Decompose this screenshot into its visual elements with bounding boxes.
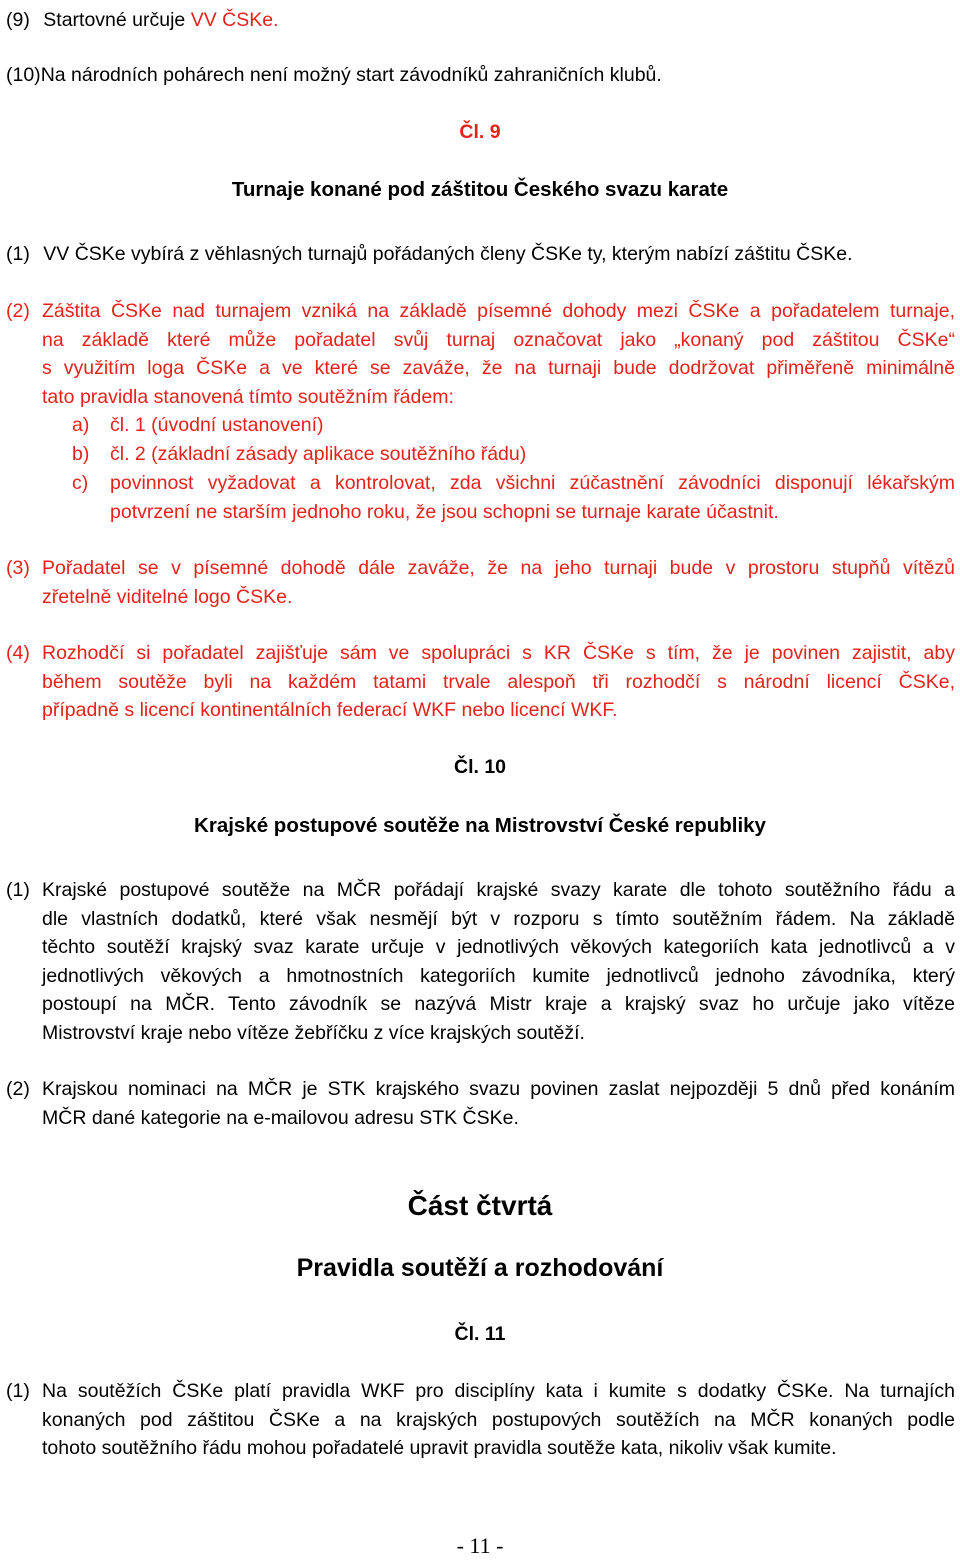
art11-para-1-line: Na soutěžích ČSKe platí pravidla WKF pro disciplíny kata i kumite s dodatky ČSKe. Na turnajích bbox=[42, 1380, 955, 1402]
art9-sub-a-text: čl. 1 (úvodní ustanovení) bbox=[110, 414, 324, 436]
art11-para-1-line: konaných pod záštitou ČSKe a na krajských postupových soutěžích na MČR konaných podle bbox=[42, 1408, 955, 1431]
art9-para-2-line: na základě které může pořadatel svůj turnaj označovat jako „konaný pod záštitou ČSKe“ bbox=[42, 328, 955, 351]
article-10-title: Krajské postupové soutěže na Mistrovství České republiky bbox=[194, 814, 766, 837]
art11-para-1-line: tohoto soutěžního řádu mohou pořadatelé upravit pravidla soutěže kata, nikoliv však kumite. bbox=[42, 1437, 837, 1460]
art9-para-2-number: (2) bbox=[6, 300, 30, 322]
article-9-title: Turnaje konané pod záštitou Českého svazu karate bbox=[231, 178, 729, 201]
art9-para-4-text bbox=[42, 639, 955, 725]
art9-para-1 bbox=[6, 240, 853, 268]
art9-para-4-line: Rozhodčí si pořadatel zajišťuje sám ve spolupráci s KR ČSKe s tím, že je povinen zajistit, aby bbox=[42, 642, 955, 664]
art11-para-1-text bbox=[42, 1377, 955, 1463]
art9-para-2-line: s využitím loga ČSKe a ve které se zaváže, že na turnaji bude dodržovat přiměřeně minimálně bbox=[42, 357, 955, 380]
art10-para-1-number: (1) bbox=[6, 879, 30, 901]
art10-para-2-line: Krajskou nominaci na MČR je STK krajského svazu povinen zaslat nejpozději 5 dnů před konáním bbox=[42, 1078, 955, 1100]
art10-para-2-line: MČR dané kategorie na e-mailovou adresu STK ČSKe. bbox=[42, 1106, 519, 1129]
item-9-text: Startovné určuje bbox=[43, 9, 191, 31]
item-9 bbox=[6, 6, 278, 34]
item-10-number: (10) bbox=[6, 64, 41, 86]
art9-para-3-number: (3) bbox=[6, 557, 30, 579]
item-10 bbox=[6, 61, 662, 89]
art9-sub-b-text: čl. 2 (základní zásady aplikace soutěžního řádu) bbox=[110, 443, 527, 465]
art9-para-2-line: Záštita ČSKe nad turnajem vzniká na základě písemné dohody mezi ČSKe a pořadatelem turnaje, bbox=[42, 300, 955, 322]
art10-para-2-text bbox=[42, 1075, 955, 1132]
art9-para-1-text: VV ČSKe vybírá z věhlasných turnajů pořádaných členy ČSKe ty, kterým nabízí záštitu ČSKe. bbox=[43, 243, 853, 265]
article-11-heading: Čl. 11 bbox=[454, 1323, 506, 1345]
art9-para-3-line: Pořadatel se v písemné dohodě dále zaváže, že na jeho turnaji bude v prostoru stupňů vítězů bbox=[42, 557, 955, 579]
article-10-heading: Čl. 10 bbox=[453, 756, 507, 778]
art10-para-1-line: Krajské postupové soutěže na MČR pořádají krajské svazy karate dle tohoto soutěžního řádu a bbox=[42, 879, 955, 901]
art9-para-4-line: během soutěže byli na každém tatami trvale alespoň tři rozhodčí s národní licencí ČSKe, bbox=[42, 670, 955, 693]
art10-para-1-line: Mistrovství kraje nebo vítěze žebříčku z více krajských soutěží. bbox=[42, 1021, 585, 1044]
art9-para-1-number: (1) bbox=[6, 243, 30, 265]
art11-para-1-number: (1) bbox=[6, 1380, 30, 1402]
part-4-title: Část čtvrtá bbox=[407, 1190, 553, 1221]
item-10-text: Na národních pohárech není možný start závodníků zahraničních klubů. bbox=[40, 64, 662, 86]
art9-sub-b-label: b) bbox=[72, 443, 90, 465]
art9-sub-c-text bbox=[110, 469, 955, 526]
art10-para-1-line: dle vlastních dodatků, které však nesmějí být v rozporu s tímto soutěžním řádem. Na základě bbox=[42, 907, 955, 930]
art9-sub-c-line: povinnost vyžadovat a kontrolovat, zda všichni zúčastnění závodníci disponují lékařským bbox=[110, 472, 955, 494]
art9-para-2-line: tato pravidla stanovená tímto soutěžním řádem: bbox=[42, 385, 454, 408]
art10-para-1-line: jednotlivých věkových a hmotnostních kategoriích kumite jednotlivců jednoho závodníka, který bbox=[42, 964, 955, 987]
art9-sub-a-label: a) bbox=[72, 414, 90, 436]
art9-para-2-text bbox=[42, 297, 955, 411]
art9-sub-c-line: potvrzení ne starším jednoho roku, že jsou schopni se turnaje karate účastnit. bbox=[110, 500, 779, 523]
art9-para-4-line: případně s licencí kontinentálních federací WKF nebo licencí WKF. bbox=[42, 699, 618, 722]
art9-para-4-number: (4) bbox=[6, 642, 30, 664]
art9-para-3-text bbox=[42, 554, 955, 611]
art10-para-1-line: těchto soutěží krajský svaz karate určuje v jednotlivých věkových kategoriích kata jednotlivců a v bbox=[42, 936, 955, 959]
part-4-subtitle: Pravidla soutěží a rozhodování bbox=[296, 1254, 664, 1282]
art10-para-2-number: (2) bbox=[6, 1078, 30, 1100]
art9-para-3-line: zřetelně viditelné logo ČSKe. bbox=[42, 585, 293, 608]
item-9-number: (9) bbox=[6, 9, 30, 31]
art10-para-1-text bbox=[42, 876, 955, 1048]
article-9-heading: Čl. 9 bbox=[459, 121, 501, 143]
art9-sub-c-label: c) bbox=[72, 472, 89, 494]
page-number: - 11 - bbox=[456, 1533, 504, 1558]
item-9-text-red: VV ČSKe. bbox=[190, 9, 279, 31]
art10-para-1-line: postoupí na MČR. Tento závodník se nazývá Mistr kraje a krajský svaz ho určuje jako vítěze bbox=[42, 993, 955, 1016]
